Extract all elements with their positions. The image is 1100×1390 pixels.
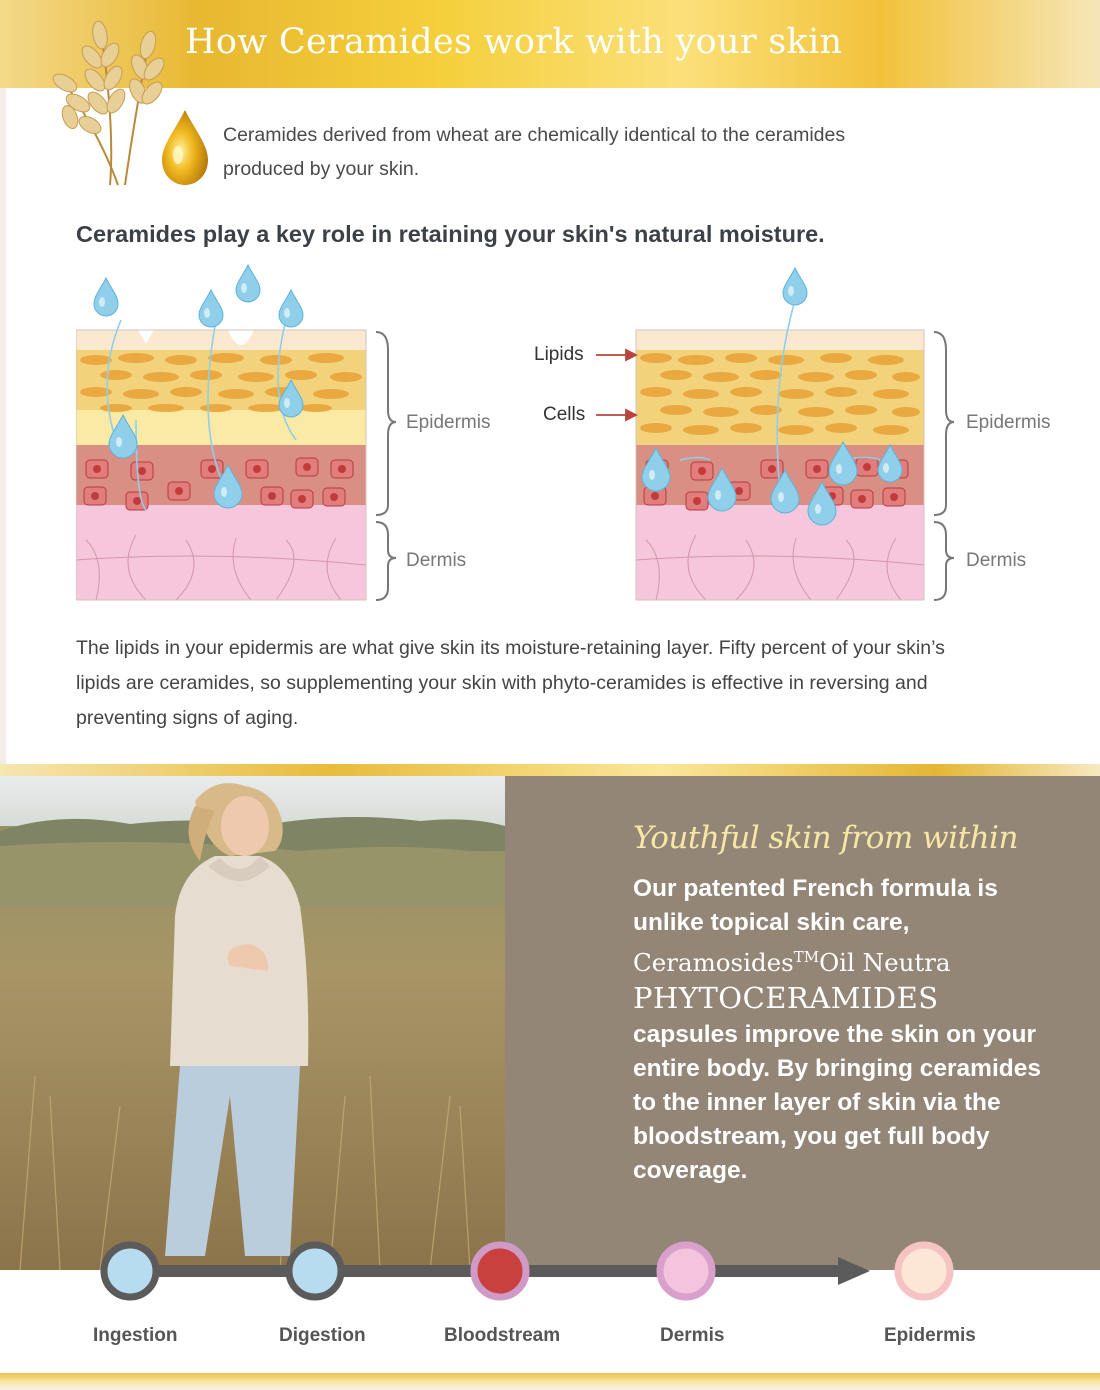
woman-in-field-photo — [0, 776, 505, 1270]
timeline-nodes — [0, 1235, 1100, 1310]
step-label-bloodstream: Bloodstream — [444, 1325, 561, 1346]
timeline-node-dermis — [660, 1245, 712, 1297]
trademark-mark: TM — [793, 948, 820, 966]
left-epidermis-label: Epidermis — [406, 412, 491, 433]
wheat-oil-illustration — [40, 5, 220, 190]
timeline-node-ingestion — [104, 1245, 156, 1297]
step-label-ingestion: Ingestion — [93, 1325, 178, 1346]
panel-line2: capsules improve the skin on your entire body. By bringing ceramides to the inner layer of skin via the bloodstream, you get full body coverage. — [633, 1021, 1041, 1185]
right-epidermis-label: Epidermis — [966, 412, 1051, 433]
intro-text: Ceramides derived from wheat are chemically identical to the ceramides produced by your skin. — [223, 124, 846, 180]
panel-title: Youthful skin from within — [633, 820, 1018, 856]
section-subhead: Ceramides play a key role in retaining your skin's natural moisture. — [76, 221, 825, 247]
left-dermis-label: Dermis — [406, 550, 467, 571]
skin-diagram-dry — [76, 260, 396, 605]
skin-diagram-hydrated — [590, 260, 960, 605]
timeline-node-digestion — [289, 1245, 341, 1297]
panel-body — [633, 872, 1053, 1188]
step-label-epidermis: Epidermis — [884, 1325, 976, 1346]
cells-label: Cells — [543, 404, 586, 425]
panel-line1: Our patented French formula is unlike topical skin care, — [633, 875, 998, 936]
youthful-skin-panel — [505, 776, 1100, 1270]
gold-divider — [0, 764, 1100, 776]
brand-rest: Oil Neutra — [819, 948, 951, 978]
page-title: How Ceramides work with your skin — [185, 22, 843, 62]
timeline-node-bloodstream — [474, 1245, 526, 1297]
right-dermis-label: Dermis — [966, 550, 1027, 571]
step-label-dermis: Dermis — [660, 1325, 725, 1346]
bottom-gold-bar — [0, 1373, 1100, 1390]
step-label-digestion: Digestion — [279, 1325, 366, 1346]
lipids-label: Lipids — [534, 344, 584, 365]
timeline-node-epidermis — [898, 1245, 950, 1297]
product-name: PHYTOCERAMIDES — [633, 981, 939, 1016]
lipids-paragraph: The lipids in your epidermis are what give skin its moisture-retaining layer. Fifty percent of your skin’s lipids are ceramides, so supplementing your skin with phyto-ceramides is effective in reversing and preventing signs of aging. — [76, 637, 945, 729]
brand-name: Ceramosides — [633, 948, 794, 978]
